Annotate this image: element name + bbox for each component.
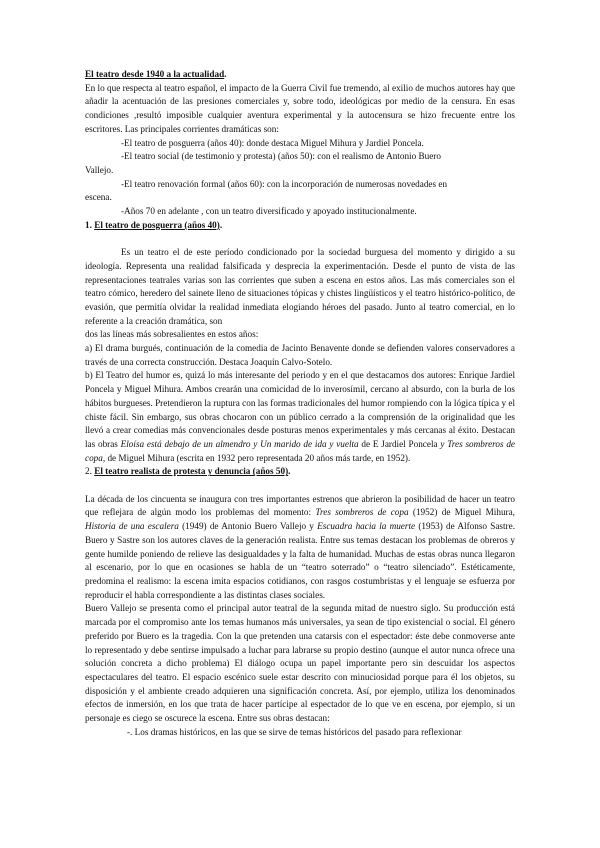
current-item-4: -Años 70 en adelante , con un teatro diversificado y apoyado institucionalmente. xyxy=(121,206,417,217)
current-item-3-cont: escena. xyxy=(85,192,112,203)
document-body xyxy=(85,68,515,739)
section-1-item-a: a) El drama burgués, continuación de la comedia de Jacinto Benavente donde se defienden valores conservadores a través de una correcta construcción. Destaca Joaquín Calvo-Sotelo. xyxy=(85,343,515,367)
section-1-title: El teatro de posguerra (años 40) xyxy=(94,219,220,230)
current-item-2: -El teatro social (de testimonio y protesta) (años 50): con el realismo de Antonio Buero xyxy=(121,151,441,162)
intro-paragraph: En lo que respecta al teatro español, el impacto de la Guerra Civil fue tremendo, al exilio de muchos autores hay que añadir la acentuación de las presiones comerciales y, sobre todo, ideológicas por medio de la censura. En esas condiciones ,resultó imposible cualquier aventura experimental y la autocensura se hizo frecuente entre los escritores. Las principales corrientes dramáticas son: xyxy=(85,82,515,134)
section-2-paragraph-2: Buero Vallejo se presenta como el principal autor teatral de la segunda mitad de nuestro siglo. Su producción está marcada por el compromiso ante los temas humanos más universales, ya sean de tipo existencial o social. El género preferido por Buero es la tragedia. Con la que pretenden una catarsis con el espectador: éste debe conmoverse ante lo representado y debe sentirse impulsado a luchar para labrarse su propio destino (aunque el autor nunca ofrece una solución concreta a dicho problema) El diálogo ocupa un papel importante pero sin descuidar los aspectos espectaculares del teatro. El espacio escénico suele estar descrito con minuciosidad porque para él los objetos, su disposición y el ambiente creado adquieren una significación concreta. Así, por ejemplo, utiliza los denominados efectos de inmersión, en los que trata de hacer partícipe al espectador de lo que ve en escena, por ejemplo, si un personaje es ciego se oscurece la escena. Entre sus obras destacan: xyxy=(85,603,515,724)
item-b-work-1: Eloísa está debajo de un almendro y Un marido de ida y vuelta xyxy=(120,438,359,449)
item-b-y: y xyxy=(440,438,445,449)
section-1-heading xyxy=(85,219,515,233)
item-b-mid: de E Jardiel Poncela xyxy=(358,438,441,449)
s2p1-work-3: Escuadra hacia la muerte xyxy=(317,521,416,532)
section-2-number: 2. xyxy=(85,466,92,477)
item-b-work-2: Tres sombreros de copa xyxy=(85,438,516,463)
current-item-1: -El teatro de posguerra (años 40): donde destaca Miguel Mihura y Jardiel Poncela. xyxy=(121,137,424,148)
item-b-text: b) El Teatro del humor es, quizá lo más interesante del periodo y en el que destacamos dos autores: Enrique Jardiel Poncela y Miguel Mihura. Ambos crearán una comicidad de lo inverosímil, cercano al absurdo, con la burla de los hábitos burgueses. Pretendieron la ruptura con las formas tradicionales del humor rompiendo con la lógica típica y el chiste fácil. Sin embargo, sus obras chocaron con un público cerrado a la comprensión de la originalidad que les llevó a crear comedias más convencionales desde posturas menos experimentales y más cercanas al éxito. Destacan las obras xyxy=(85,370,515,449)
s2p1-text-d: (1953) de Alfonso Sastre. Buero y Sastre son los autores claves de la generación realista. Entre sus temas destacan los problemas de obreros y gente humilde poniendo de relieve las desigualdades y la falta de humanidad. Muchas de estas obras nunca llegaron al escenario, por lo que en ocasiones se habla de un “teatro soterrado” o “teatro silenciado”. Estéticamente, predomina el realismo: la escena imita espacios cotidianos, con rasgos costumbristas y el lenguaje se esfuerza por reproducir el habla correspondiente a las distintas clases sociales. xyxy=(85,521,515,600)
currents-list xyxy=(85,137,515,219)
s2p1-text-b: (1952) de Miguel Mihura, xyxy=(408,507,515,518)
s2p1-work-2: Historia de una escalera xyxy=(85,521,179,532)
s2p1-work-1: Tres sombreros de copa xyxy=(315,507,409,518)
s2p1-text-a: La década de los cincuenta se inaugura con tres importantes estrenos que abrieron la posibilidad de hacer un teatro que reflejara de algún modo los problemas del momento: xyxy=(85,493,515,518)
current-item-3: -El teatro renovación formal (años 60): con la incorporación de numerosas novedades en xyxy=(121,178,448,189)
item-b-end: , de Miguel Mihura (escrita en 1932 pero representada 20 años más tarde, en 1952). xyxy=(102,452,411,463)
section-1-dot: . xyxy=(219,219,223,230)
main-heading-text: El teatro desde 1940 a la actualidad xyxy=(85,69,225,79)
s2p1-text-c: (1949) de Antonio Buero Vallejo y xyxy=(178,521,318,532)
current-item-2-cont: Vallejo. xyxy=(85,164,114,175)
section-2-bullet: -. Los dramas históricos, en las que se sirve de temas históricos del pasado para reflexionar xyxy=(127,726,462,737)
main-heading xyxy=(85,68,515,82)
section-1-paragraph-cont: dos las líneas más sobresalientes en estos años: xyxy=(85,329,259,340)
section-2-heading xyxy=(85,465,515,479)
section-1-item-b xyxy=(85,369,515,465)
main-heading-dot: . xyxy=(224,69,227,79)
section-2-paragraph-1 xyxy=(85,493,515,603)
section-2-dot: . xyxy=(288,466,291,477)
section-2-title: El teatro realista de protesta y denuncia (años 50) xyxy=(94,466,289,477)
section-1-number: 1. xyxy=(85,219,92,230)
section-1-paragraph: Es un teatro el de este período condicionado por la sociedad burguesa del momento y dirigido a su ideología. Representa una realidad falsificada y desprecia la experimentación. Desde el punto de vista de las representaciones teatrales varias son las corrientes que suben a escena en estos años. Las más comerciales son el teatro cómico, heredero del sainete lleno de situaciones tópicas y chistes lingüísticos y el teatro histórico-político, de evasión, que permitía olvidar la realidad inmediata elogiando héroes del pasado. Junto al teatro comercial, en lo referente a la creación dramática, son xyxy=(85,247,515,326)
